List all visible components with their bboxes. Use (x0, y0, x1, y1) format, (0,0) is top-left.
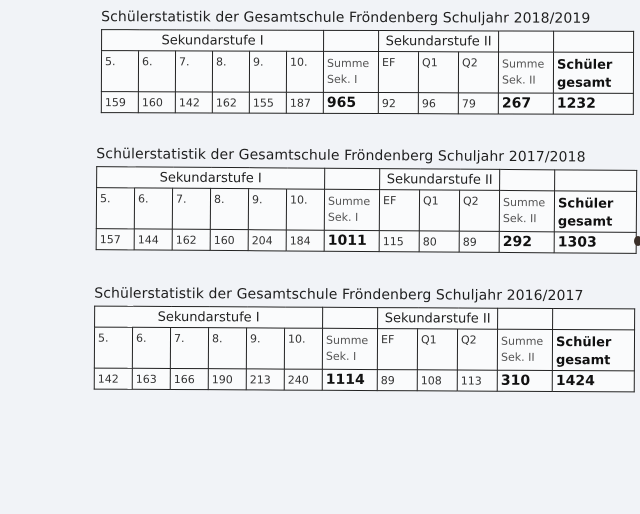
grade-label: 10. (284, 328, 322, 369)
summe-sek1-label: Summe Sek. I (323, 51, 378, 92)
grade-label: 7. (172, 188, 210, 229)
grade-value: 160 (210, 229, 248, 250)
header-sek1: Sekundarstufe I (102, 30, 324, 52)
summe-sek2-value: 292 (499, 231, 554, 252)
header-empty (324, 30, 379, 51)
header-empty (323, 307, 378, 328)
grade-value: 142 (175, 92, 212, 113)
grade-label: 9. (246, 328, 284, 369)
grade-label: 6. (138, 51, 175, 92)
grade-value: 184 (286, 230, 324, 251)
sek2-label: Q1 (419, 190, 459, 231)
grade-value: 163 (132, 368, 170, 389)
grade-value: 187 (286, 92, 323, 113)
grade-value: 160 (138, 92, 175, 113)
summe-sek1-value: 1011 (324, 230, 379, 251)
total-value: 1424 (552, 370, 634, 391)
sek2-label: EF (379, 190, 419, 231)
summe-sek1-value: 965 (323, 92, 378, 113)
sek2-value: 80 (419, 231, 459, 252)
total-label: Schüler gesamt (553, 52, 633, 93)
header-empty (498, 308, 553, 329)
sek2-label: EF (378, 52, 418, 93)
sek2-label: Q2 (458, 52, 498, 93)
summe-sek2-label: Summe Sek. II (499, 190, 554, 231)
grade-label: 5. (94, 327, 132, 368)
table-title: Schülerstatistik der Gesamtschule Fröndenberg Schuljahr 2018/2019 (101, 9, 591, 27)
grade-label: 7. (175, 51, 212, 92)
sek2-value: 79 (458, 93, 498, 114)
sek2-label: EF (377, 329, 417, 370)
grade-label: 9. (248, 189, 286, 230)
grade-value: 204 (248, 230, 286, 251)
header-sek2: Sekundarstufe II (378, 308, 498, 330)
grade-label: 6. (134, 188, 172, 229)
summe-sek2-label: Summe Sek. II (497, 329, 552, 370)
grade-value: 157 (96, 229, 134, 250)
summe-sek2-value: 267 (498, 93, 553, 114)
statistics-block-2017-2018 (96, 146, 638, 254)
statistics-block-2016-2017 (94, 286, 636, 393)
header-empty (555, 170, 637, 192)
table-title: Schülerstatistik der Gesamtschule Fröndenberg Schuljahr 2017/2018 (96, 146, 586, 166)
summe-sek1-label: Summe Sek. I (324, 189, 379, 230)
table-title: Schülerstatistik der Gesamtschule Fröndenberg Schuljahr 2016/2017 (94, 285, 584, 305)
header-sek2: Sekundarstufe II (379, 31, 499, 52)
sek2-label: Q1 (417, 329, 457, 370)
grade-value: 162 (212, 92, 249, 113)
statistics-table (101, 29, 634, 115)
statistics-table (96, 166, 638, 254)
summe-sek2-value: 310 (497, 370, 552, 391)
grade-value: 162 (172, 229, 210, 250)
header-sek1: Sekundarstufe I (95, 306, 323, 328)
sek2-value: 115 (379, 231, 419, 252)
total-value: 1232 (553, 93, 633, 114)
sek2-value: 113 (457, 370, 497, 391)
header-empty (553, 308, 635, 329)
sek2-value: 108 (417, 370, 457, 391)
grade-value: 159 (101, 92, 138, 113)
statistics-block-2018-2019 (101, 9, 634, 115)
header-empty (325, 168, 380, 189)
sek2-value: 89 (459, 231, 499, 252)
summe-sek2-label: Summe Sek. II (498, 52, 553, 93)
grade-label: 5. (96, 188, 134, 229)
sek2-label: Q1 (418, 52, 458, 93)
sek2-label: Q2 (457, 329, 497, 370)
grade-label: 6. (132, 327, 170, 368)
header-empty (500, 169, 555, 190)
grade-value: 190 (208, 369, 246, 390)
header-sek1: Sekundarstufe I (97, 167, 325, 190)
grade-value: 240 (284, 369, 322, 390)
summe-sek1-label: Summe Sek. I (322, 328, 377, 369)
grade-label: 8. (210, 188, 248, 229)
sek2-value: 96 (418, 93, 458, 114)
grade-label: 5. (101, 51, 138, 92)
statistics-table (94, 306, 636, 393)
total-label: Schüler gesamt (554, 191, 636, 233)
grade-label: 10. (286, 51, 323, 92)
grade-label: 8. (208, 328, 246, 369)
grade-value: 144 (134, 229, 172, 250)
summe-sek1-value: 1114 (322, 369, 377, 390)
header-sek2: Sekundarstufe II (380, 169, 500, 191)
header-empty (499, 31, 554, 52)
header-empty (554, 31, 634, 52)
grade-label: 7. (170, 327, 208, 368)
sek2-label: Q2 (459, 190, 499, 231)
grade-label: 9. (249, 51, 286, 92)
grade-value: 213 (246, 369, 284, 390)
sek2-value: 92 (378, 93, 418, 114)
grade-label: 10. (286, 189, 324, 230)
grade-label: 8. (212, 51, 249, 92)
total-label: Schüler gesamt (552, 329, 634, 370)
grade-value: 155 (249, 92, 286, 113)
total-value: 1303 (554, 232, 636, 254)
grade-value: 142 (94, 368, 132, 389)
pin-mark (634, 236, 640, 246)
grade-value: 166 (170, 368, 208, 389)
sek2-value: 89 (377, 370, 417, 391)
